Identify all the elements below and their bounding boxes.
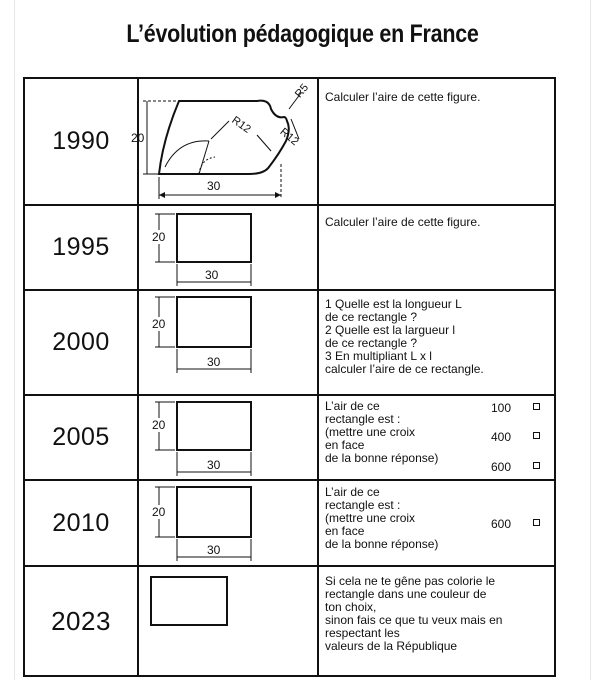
year-cell: 1990 (52, 127, 110, 155)
answer-checkbox-100[interactable] (533, 403, 540, 410)
table-row-2010 (25, 481, 554, 567)
figure-rectangle (139, 291, 317, 394)
question-text: Calculer l’aire de cette figure. (325, 215, 481, 229)
answer-option-100: 100 (491, 401, 512, 415)
dim-width: 30 (207, 355, 221, 369)
answer-option-600: 600 (491, 517, 512, 531)
answer-option-600: 600 (491, 460, 512, 474)
question-text: Si cela ne te gêne pas colorie le rectangle dans une couleur de ton choix, sinon fais ce que tu veux mais en respectant les valeurs de la République (325, 574, 503, 653)
table-row-2000 (25, 291, 554, 396)
rectangle-drawing (139, 481, 317, 565)
figure-rectangle (139, 396, 317, 479)
answer-option-400: 400 (491, 430, 512, 444)
answer-checkbox-600[interactable] (533, 519, 540, 526)
question-text: 1 Quelle est la longueur L de ce rectangle ? 2 Quelle est la largueur l de ce rectangle ? 3 En multipliant L x l calculer l’aire de ce rectangle. (325, 297, 484, 376)
dim-height: 20 (152, 317, 166, 331)
year-cell: 2023 (51, 605, 111, 636)
dim-height: 20 (152, 505, 166, 519)
rectangle-drawing (139, 396, 317, 479)
dim-height: 20 (152, 230, 166, 244)
figure-rectangle (139, 206, 317, 289)
year-cell: 2005 (52, 423, 110, 451)
dim-height: 20 (152, 418, 166, 432)
dim-width: 30 (207, 179, 221, 193)
page-edge-right (590, 0, 591, 680)
question-text: L’air de ce rectangle est : (mettre une croix en face de la bonne réponse) (325, 485, 439, 551)
question-text: Calculer l’aire de cette figure. (325, 90, 481, 104)
dim-width: 30 (207, 543, 221, 557)
rectangle-drawing (139, 291, 317, 394)
table-row-2005 (25, 396, 554, 481)
table-row-1995 (25, 206, 554, 291)
figure-complex-shape (131, 79, 317, 204)
question-text: L’air de ce rectangle est : (mettre une croix en face de la bonne réponse) (325, 399, 439, 465)
dim-radius-3: R5 (292, 81, 312, 101)
evolution-table (23, 77, 556, 677)
answer-checkbox-600[interactable] (533, 462, 540, 469)
figure-rectangle (139, 481, 317, 565)
rectangle-drawing (139, 567, 317, 673)
dim-height: 20 (131, 131, 145, 145)
figure-rectangle (139, 567, 317, 675)
year-cell: 1995 (52, 233, 110, 261)
page-title: L’évolution pédagogique en France (126, 20, 479, 48)
dim-radius-2: R12 (277, 125, 301, 149)
dim-width: 30 (205, 268, 219, 282)
dim-width: 30 (207, 458, 221, 472)
year-cell: 2010 (52, 508, 110, 537)
answer-checkbox-400[interactable] (533, 432, 540, 439)
dim-radius-1: R12 (229, 114, 253, 136)
year-cell: 2000 (52, 328, 110, 356)
page-edge-left (14, 0, 15, 680)
rectangle-drawing (139, 206, 317, 289)
table-row-2023 (25, 567, 554, 675)
table-row-1990 (25, 79, 554, 206)
